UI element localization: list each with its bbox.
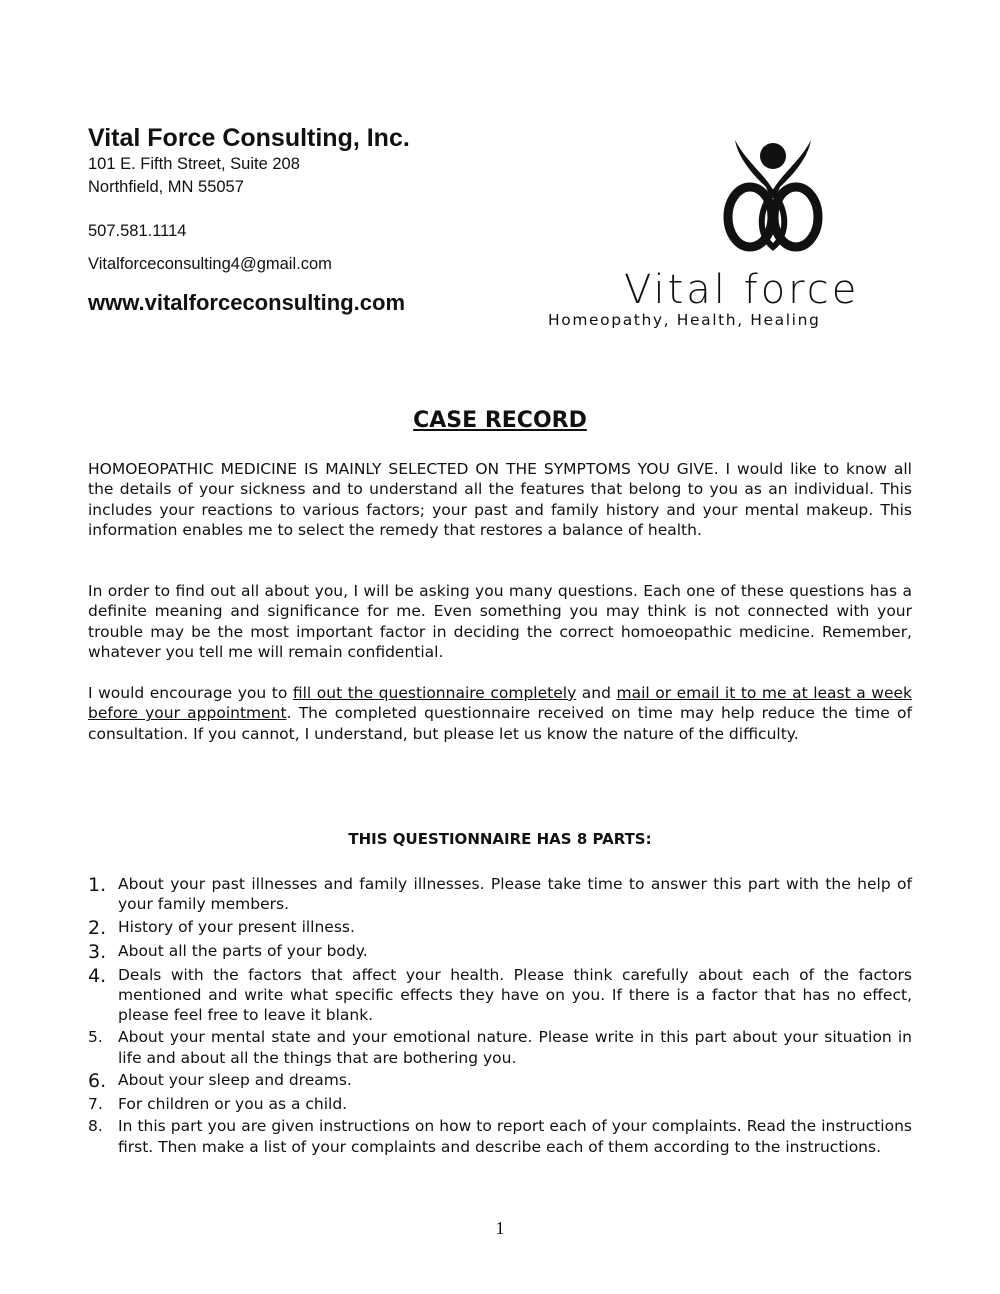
item-text: About all the parts of your body. (118, 941, 368, 960)
list-item (88, 1116, 912, 1157)
item-number: 2. (88, 916, 107, 939)
parts-list (88, 874, 912, 1159)
encouragement-paragraph: I would encourage you to fill out the questionnaire completely and mail or email it to me at least a week before your appointment. The completed questionnaire received on time may help reduce the time of consultation. If you cannot, I understand, but please let us know the nature of the difficulty. (88, 684, 912, 743)
item-number: 8. (88, 1117, 103, 1136)
page-number: 1 (495, 1218, 505, 1238)
item-text: About your past illnesses and family illnesses. Please take time to answer this part with the help of your family members. (118, 875, 912, 914)
item-number: 4. (88, 964, 107, 987)
page-title: CASE RECORD (413, 408, 587, 433)
item-text: About your sleep and dreams. (118, 1071, 352, 1090)
item-number: 3. (88, 940, 107, 963)
item-number: 7. (88, 1095, 103, 1114)
list-item (88, 1070, 912, 1092)
address-line-1: 101 E. Fifth Street, Suite 208 (88, 155, 300, 173)
item-number: 6. (88, 1070, 107, 1093)
list-item (88, 874, 912, 915)
list-item (88, 965, 912, 1026)
phone-number: 507.581.1114 (88, 222, 187, 240)
list-item (88, 1027, 912, 1068)
questions-paragraph: In order to find out all about you, I will be asking you many questions. Each one of these questions has a definite meaning and significance for me. Even something you may think is not connected with your trouble may be the most important factor in deciding the correct homoeopathic medicine. Remember, whatever you tell me will remain confidential. (88, 582, 912, 661)
item-text: For children or you as a child. (118, 1095, 348, 1114)
company-name: Vital Force Consulting, Inc. (88, 124, 410, 152)
lotus-figure-icon (540, 135, 910, 335)
list-item (88, 1094, 912, 1114)
svg-text:Vital force: Vital force (624, 267, 860, 313)
item-text: About your mental state and your emotional nature. Please write in this part about your situation in life and about all the things that are bothering you. (118, 1028, 912, 1067)
list-item (88, 941, 912, 963)
item-number: 1. (88, 874, 107, 896)
item-text: Deals with the factors that affect your health. Please think carefully about each of the factors mentioned and write what specific effects they have on you. If there is a factor that has no effect, please feel free to leave it blank. (118, 965, 912, 1025)
list-item (88, 917, 912, 939)
website-link[interactable]: www.vitalforceconsulting.com (88, 290, 406, 315)
vital-force-logo (540, 135, 910, 335)
item-text: History of your present illness. (118, 917, 355, 936)
item-text: In this part you are given instructions on how to report each of your complaints. Read the instructions first. Then make a list of your complaints and describe each of them according to the instructions. (118, 1117, 912, 1156)
svg-text:Homeopathy, Health, Healing: Homeopathy, Health, Healing (548, 311, 821, 329)
item-number: 5. (88, 1028, 103, 1047)
email-address: Vitalforceconsulting4@gmail.com (88, 255, 332, 273)
intro-paragraph: HOMOEOPATHIC MEDICINE IS MAINLY SELECTED ON THE SYMPTOMS YOU GIVE. I would like to know all the details of your sickness and to understand all the features that belong to you as an individual. This includes your reactions to various factors; your past and family history and your mental makeup. This information enables me to select the remedy that restores a balance of health. (88, 460, 912, 539)
parts-heading: THIS QUESTIONNAIRE HAS 8 PARTS: (348, 830, 652, 848)
address-line-2: Northfield, MN 55057 (88, 178, 244, 196)
